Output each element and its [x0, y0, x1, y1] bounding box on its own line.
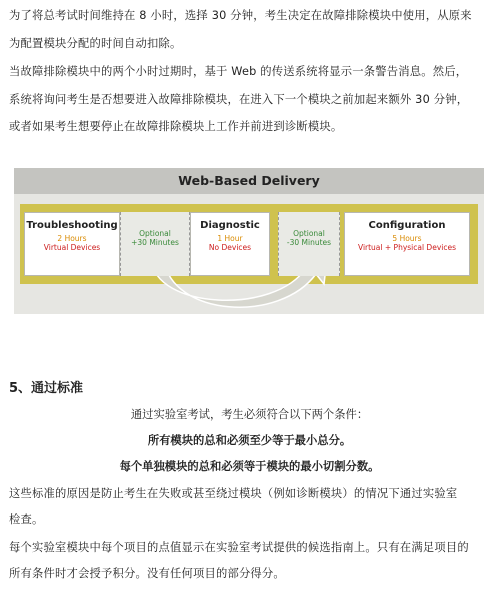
paragraph-3-line-1: 这些标准的原因是防止考生在失败或甚至绕过模块（例如诊断模块）的情况下通过实验室: [9, 487, 458, 500]
troubleshooting-duration: 2 Hours: [57, 234, 87, 243]
configuration-title: Configuration: [368, 220, 446, 231]
paragraph-2-line-1: 当故障排除模块中的两个小时过期时，基于 Web 的传送系统将显示一条警告消息。然后，: [9, 65, 468, 78]
paragraph-4-line-2: 所有条件时才会授予积分。没有任何项目的部分得分。: [9, 567, 285, 580]
troubleshooting-module-box: [24, 212, 120, 276]
diagnostic-duration: 1 Hour: [217, 234, 243, 243]
diagnostic-title: Diagnostic: [200, 220, 260, 231]
configuration-module-box: [344, 212, 470, 276]
paragraph-3-line-2: 检查。: [9, 513, 44, 526]
diagnostic-module-box: [190, 212, 270, 276]
condition-2: 每个单独模块的总和必须等于模块的最小切割分数。: [119, 460, 380, 473]
optional-value: +30 Minutes: [131, 238, 179, 247]
optional-plus-30-box: [120, 212, 190, 276]
diagram-title: Web-Based Delivery: [14, 168, 484, 194]
configuration-duration: 5 Hours: [392, 234, 422, 243]
section-5-intro: 通过实验室考试，考生必须符合以下两个条件：: [130, 408, 369, 421]
condition-1: 所有模块的总和必须至少等于最小总分。: [147, 434, 352, 447]
paragraph-2-line-2: 系统将询问考生是否想要进入故障排除模块，在进入下一个模块之前加起来额外 30 分钟，: [9, 93, 469, 106]
configuration-devices: Virtual + Physical Devices: [357, 243, 456, 252]
web-based-delivery-diagram: [14, 168, 484, 314]
diagnostic-devices: No Devices: [208, 243, 252, 252]
optional-minus-30-box: [278, 212, 340, 276]
optional-label: Optional: [293, 229, 325, 238]
paragraph-4-line-1: 每个实验室模块中每个项目的点值显示在实验室考试提供的候选指南上。只有在满足项目的: [9, 541, 469, 554]
troubleshooting-devices: Virtual Devices: [43, 243, 101, 252]
optional-value: -30 Minutes: [286, 238, 332, 247]
troubleshooting-title: Troubleshooting: [26, 220, 118, 231]
paragraph-1-line-1: 为了将总考试时间维持在 8 小时，选择 30 分钟，考生决定在故障排除模块中使用，从原来: [9, 9, 472, 22]
optional-label: Optional: [139, 229, 171, 238]
paragraph-1-line-2: 为配置模块分配的时间自动扣除。: [9, 37, 182, 50]
paragraph-2-line-3: 或者如果考生想要停止在故障排除模块上工作并前进到诊断模块。: [9, 120, 343, 133]
section-5-heading: 5、通过标准: [9, 381, 84, 396]
